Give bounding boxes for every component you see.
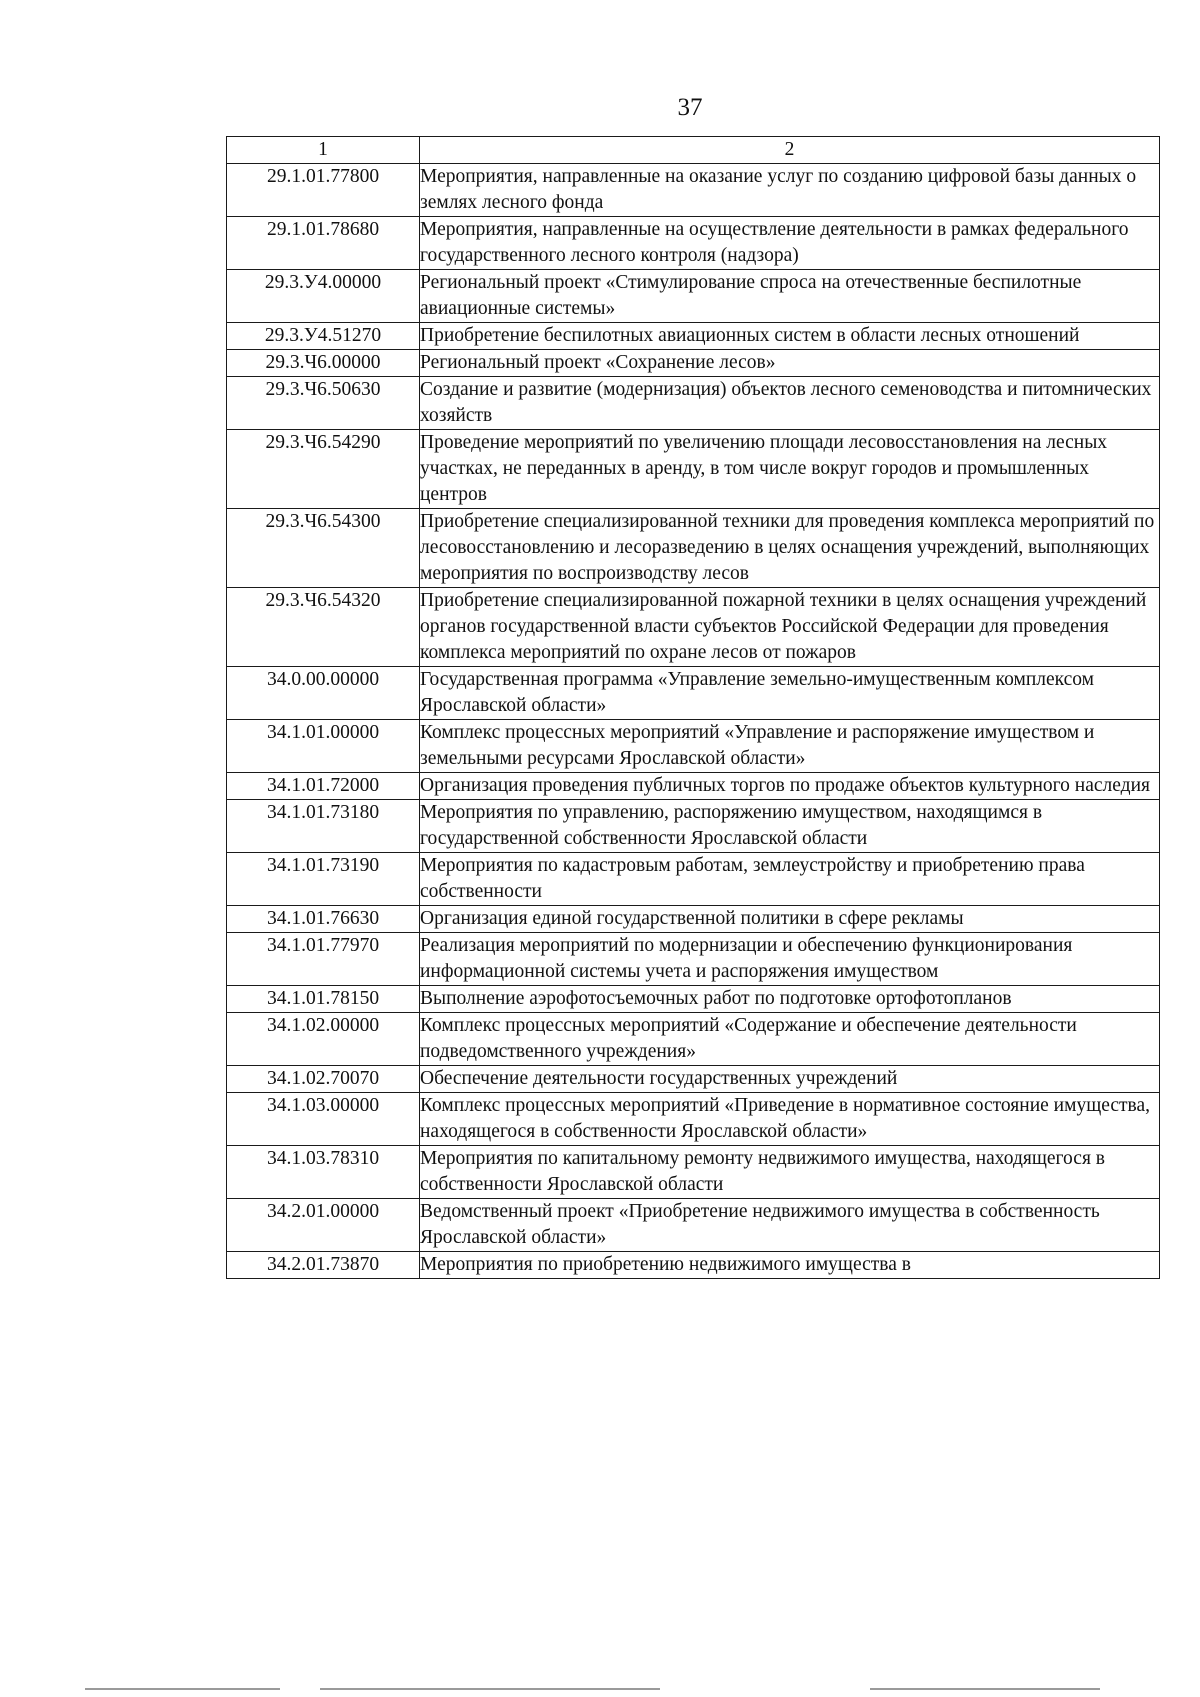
row-description-cell: Региональный проект «Сохранение лесов» <box>420 350 1160 377</box>
row-code-cell: 29.3.Ч6.54300 <box>227 509 420 588</box>
row-code-cell: 29.3.Ч6.54320 <box>227 588 420 667</box>
table-row <box>227 509 1160 588</box>
table-row <box>227 1199 1160 1252</box>
row-code-cell: 29.3.Ч6.54290 <box>227 430 420 509</box>
row-description-cell: Приобретение беспилотных авиационных систем в области лесных отношений <box>420 323 1160 350</box>
row-description-cell: Создание и развитие (модернизация) объектов лесного семеноводства и питомнических хозяйств <box>420 377 1160 430</box>
table-row <box>227 350 1160 377</box>
table-row <box>227 323 1160 350</box>
table-row <box>227 1093 1160 1146</box>
row-code-cell: 34.1.01.77970 <box>227 933 420 986</box>
scan-artifact-line <box>320 1688 660 1690</box>
row-code-cell: 34.1.03.78310 <box>227 1146 420 1199</box>
row-code-cell: 34.2.01.73870 <box>227 1252 420 1279</box>
table-row <box>227 667 1160 720</box>
table-row <box>227 377 1160 430</box>
row-description-cell: Выполнение аэрофотосъемочных работ по подготовке ортофотопланов <box>420 986 1160 1013</box>
row-description-cell: Приобретение специализированной техники для проведения комплекса мероприятий по лесовосстановлению и лесоразведению в целях оснащения учреждений, выполняющих мероприятия по воспроизводству лесов <box>420 509 1160 588</box>
row-description-cell: Мероприятия по кадастровым работам, землеустройству и приобретению права собственности <box>420 853 1160 906</box>
row-code-cell: 29.1.01.78680 <box>227 217 420 270</box>
row-code-cell: 34.1.02.00000 <box>227 1013 420 1066</box>
row-code-cell: 34.1.01.76630 <box>227 906 420 933</box>
row-description-cell: Комплекс процессных мероприятий «Содержание и обеспечение деятельности подведомственного учреждения» <box>420 1013 1160 1066</box>
page-number: 37 <box>677 94 703 121</box>
table-row <box>227 1146 1160 1199</box>
row-description-cell: Комплекс процессных мероприятий «Управление и распоряжение имуществом и земельными ресурсами Ярославской области» <box>420 720 1160 773</box>
row-description-cell: Приобретение специализированной пожарной техники в целях оснащения учреждений органов государственной власти субъектов Российской Федерации для проведения комплекса мероприятий по охране лесов от пожаров <box>420 588 1160 667</box>
table-row <box>227 1066 1160 1093</box>
row-description-cell: Мероприятия, направленные на оказание услуг по созданию цифровой базы данных о землях лесного фонда <box>420 164 1160 217</box>
table-row <box>227 933 1160 986</box>
row-code-cell: 29.3.У4.00000 <box>227 270 420 323</box>
table-row <box>227 800 1160 853</box>
table-header-row <box>227 137 1160 164</box>
scan-artifact-line <box>85 1688 280 1690</box>
table-row <box>227 1252 1160 1279</box>
budget-classification-table <box>226 136 1160 1279</box>
table-row <box>227 986 1160 1013</box>
table-row <box>227 164 1160 217</box>
row-code-cell: 34.1.01.00000 <box>227 720 420 773</box>
column-header-2: 2 <box>420 137 1160 164</box>
row-description-cell: Комплекс процессных мероприятий «Приведение в нормативное состояние имущества, находящегося в собственности Ярославской области» <box>420 1093 1160 1146</box>
row-code-cell: 34.0.00.00000 <box>227 667 420 720</box>
table-row <box>227 270 1160 323</box>
row-description-cell: Мероприятия, направленные на осуществление деятельности в рамках федерального государственного лесного контроля (надзора) <box>420 217 1160 270</box>
row-description-cell: Ведомственный проект «Приобретение недвижимого имущества в собственность Ярославской области» <box>420 1199 1160 1252</box>
row-description-cell: Региональный проект «Стимулирование спроса на отечественные беспилотные авиационные системы» <box>420 270 1160 323</box>
row-code-cell: 34.1.01.73180 <box>227 800 420 853</box>
scan-artifact-line <box>870 1688 1100 1690</box>
row-description-cell: Мероприятия по капитальному ремонту недвижимого имущества, находящегося в собственности Ярославской области <box>420 1146 1160 1199</box>
row-code-cell: 29.1.01.77800 <box>227 164 420 217</box>
row-code-cell: 34.1.01.73190 <box>227 853 420 906</box>
row-description-cell: Государственная программа «Управление земельно-имущественным комплексом Ярославской области» <box>420 667 1160 720</box>
table-row <box>227 853 1160 906</box>
row-description-cell: Мероприятия по приобретению недвижимого имущества в <box>420 1252 1160 1279</box>
row-code-cell: 34.1.02.70070 <box>227 1066 420 1093</box>
row-code-cell: 34.2.01.00000 <box>227 1199 420 1252</box>
table-row <box>227 906 1160 933</box>
row-description-cell: Реализация мероприятий по модернизации и обеспечению функционирования информационной системы учета и распоряжения имуществом <box>420 933 1160 986</box>
row-description-cell: Мероприятия по управлению, распоряжению имуществом, находящимся в государственной собственности Ярославской области <box>420 800 1160 853</box>
row-code-cell: 34.1.01.78150 <box>227 986 420 1013</box>
row-code-cell: 34.1.03.00000 <box>227 1093 420 1146</box>
row-code-cell: 34.1.01.72000 <box>227 773 420 800</box>
table-row <box>227 720 1160 773</box>
row-description-cell: Организация проведения публичных торгов по продаже объектов культурного наследия <box>420 773 1160 800</box>
column-header-1: 1 <box>227 137 420 164</box>
table-row <box>227 588 1160 667</box>
row-description-cell: Обеспечение деятельности государственных учреждений <box>420 1066 1160 1093</box>
row-code-cell: 29.3.У4.51270 <box>227 323 420 350</box>
table-row <box>227 773 1160 800</box>
row-code-cell: 29.3.Ч6.50630 <box>227 377 420 430</box>
row-description-cell: Организация единой государственной политики в сфере рекламы <box>420 906 1160 933</box>
table-row <box>227 1013 1160 1066</box>
row-description-cell: Проведение мероприятий по увеличению площади лесовосстановления на лесных участках, не переданных в аренду, в том числе вокруг городов и промышленных центров <box>420 430 1160 509</box>
row-code-cell: 29.3.Ч6.00000 <box>227 350 420 377</box>
table-row <box>227 430 1160 509</box>
table-row <box>227 217 1160 270</box>
